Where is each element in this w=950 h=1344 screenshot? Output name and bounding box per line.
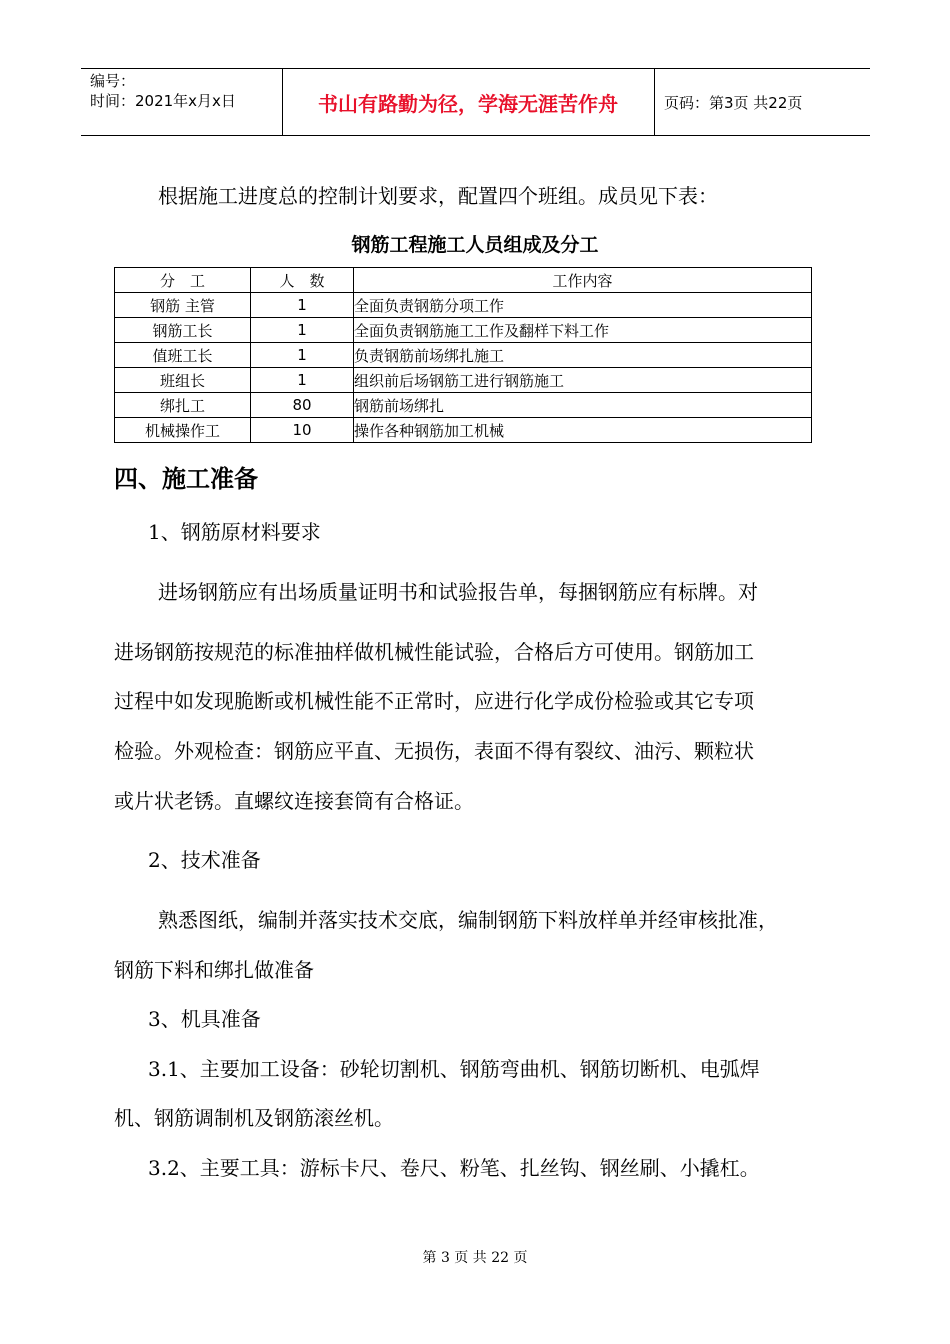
count-cell: 1 [251, 318, 354, 343]
header-divider-right [654, 68, 655, 136]
role-cell: 机械操作工 [115, 418, 251, 443]
paragraph-line: 3.1、主要加工设备：砂轮切割机、钢筋弯曲机、钢筋切断机、电弧焊 [148, 1057, 760, 1081]
table-row [115, 368, 812, 393]
paragraph-line: 钢筋下料和绑扎做准备 [114, 958, 314, 982]
subsection-title-equipment: 3、机具准备 [148, 1007, 261, 1031]
crew-table [114, 267, 812, 443]
column-header-count: 人 数 [251, 268, 354, 293]
column-header-role: 分 工 [115, 268, 251, 293]
subsection-title-materials: 1、钢筋原材料要求 [148, 520, 321, 544]
role-cell: 钢筋 主管 [115, 293, 251, 318]
table-header-row [115, 268, 812, 293]
duty-cell: 组织前后场钢筋工进行钢筋施工 [354, 368, 812, 393]
section-heading: 四、施工准备 [114, 465, 258, 493]
paragraph-line: 熟悉图纸，编制并落实技术交底，编制钢筋下料放样单并经审核批准， [158, 908, 778, 932]
count-cell: 1 [251, 368, 354, 393]
page-footer: 第 3 页 共 22 页 [422, 1250, 528, 1266]
table-row [115, 318, 812, 343]
header-top-rule [81, 68, 870, 69]
role-cell: 值班工长 [115, 343, 251, 368]
table-row [115, 293, 812, 318]
count-cell: 80 [251, 393, 354, 418]
duty-cell: 钢筋前场绑扎 [354, 393, 812, 418]
duty-cell: 负责钢筋前场绑扎施工 [354, 343, 812, 368]
header-motto: 书山有路勤为径，学海无涯苦作舟 [318, 92, 618, 116]
header-page-label: 页码：第3页 共22页 [664, 94, 803, 112]
role-cell: 班组长 [115, 368, 251, 393]
header-number-label: 编号： [90, 72, 136, 90]
paragraph-line: 进场钢筋应有出场质量证明书和试验报告单，每捆钢筋应有标牌。对 [158, 580, 758, 604]
header-bottom-rule [81, 135, 870, 136]
count-cell: 10 [251, 418, 354, 443]
subsection-title-technical: 2、技术准备 [148, 848, 261, 872]
role-cell: 绑扎工 [115, 393, 251, 418]
paragraph-line: 机、钢筋调制机及钢筋滚丝机。 [114, 1106, 394, 1130]
paragraph-line: 进场钢筋按规范的标准抽样做机械性能试验，合格后方可使用。钢筋加工 [114, 640, 754, 664]
count-cell: 1 [251, 293, 354, 318]
column-header-duty: 工作内容 [354, 268, 812, 293]
duty-cell: 操作各种钢筋加工机械 [354, 418, 812, 443]
paragraph-line: 或片状老锈。直螺纹连接套筒有合格证。 [114, 789, 474, 813]
paragraph-line: 检验。外观检查：钢筋应平直、无损伤，表面不得有裂纹、油污、颗粒状 [114, 739, 754, 763]
role-cell: 钢筋工长 [115, 318, 251, 343]
table-title: 钢筋工程施工人员组成及分工 [351, 234, 599, 256]
intro-paragraph: 根据施工进度总的控制计划要求，配置四个班组。成员见下表： [158, 184, 718, 208]
duty-cell: 全面负责钢筋施工工作及翻样下料工作 [354, 318, 812, 343]
table-row [115, 393, 812, 418]
header-date-label: 时间：2021年x月x日 [90, 92, 236, 110]
count-cell: 1 [251, 343, 354, 368]
paragraph-line: 3.2、主要工具：游标卡尺、卷尺、粉笔、扎丝钩、钢丝刷、小撬杠。 [148, 1156, 760, 1180]
table-row [115, 418, 812, 443]
paragraph-line: 过程中如发现脆断或机械性能不正常时，应进行化学成份检验或其它专项 [114, 689, 754, 713]
table-row [115, 343, 812, 368]
duty-cell: 全面负责钢筋分项工作 [354, 293, 812, 318]
